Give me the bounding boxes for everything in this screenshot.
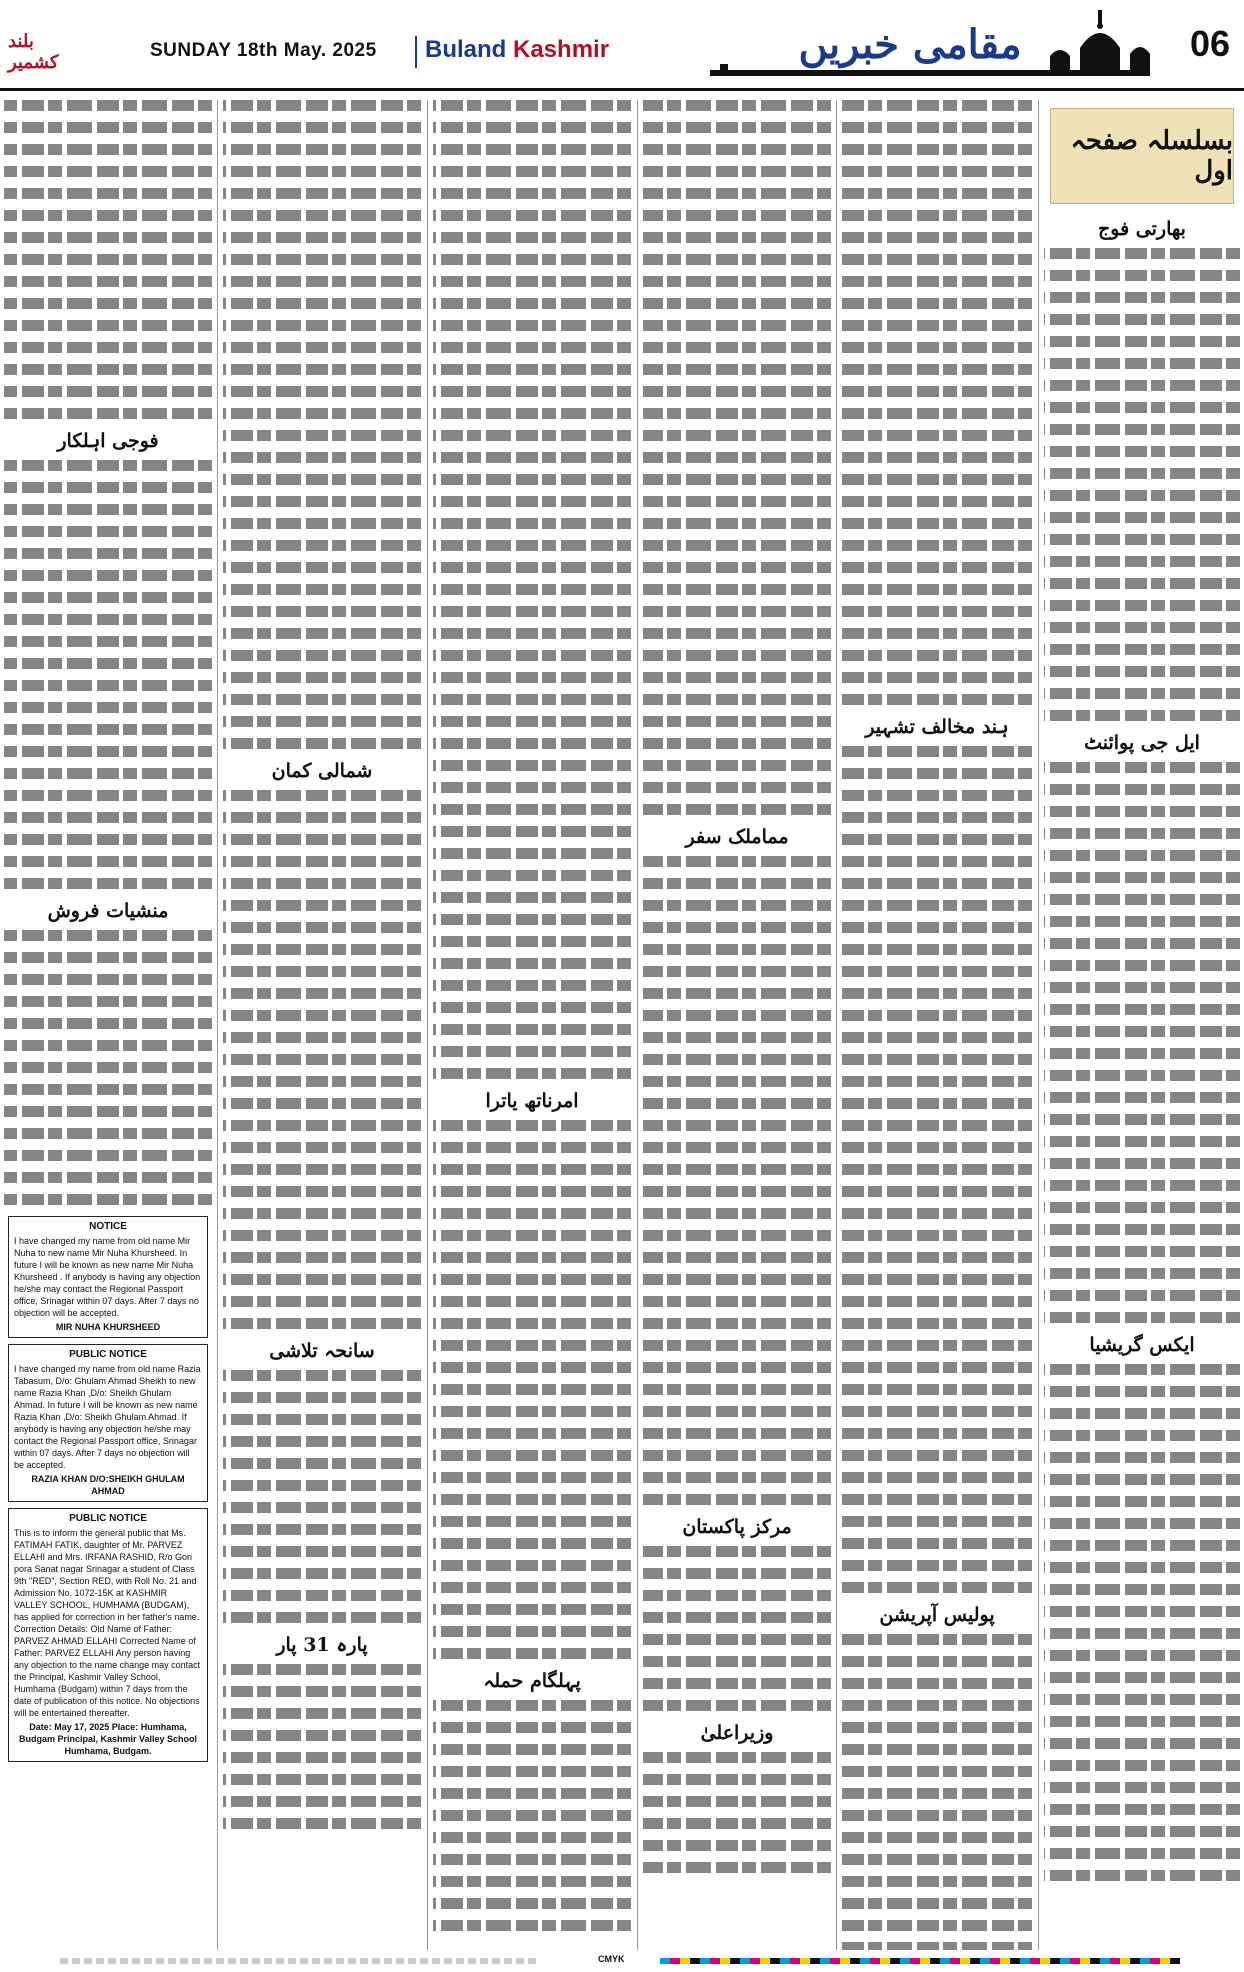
notice-title: PUBLIC NOTICE [69, 1513, 147, 1524]
article-text [643, 1546, 831, 1711]
notice-title: NOTICE [89, 1221, 127, 1232]
column-rule [836, 100, 837, 1950]
heading-search-incident: سانحہ تلاشی [269, 1340, 375, 1362]
article-text [4, 100, 212, 419]
article-text [4, 460, 212, 889]
heading-anti-india-propaganda: ہند مخالف تشہیر [865, 716, 1009, 738]
column-rule [427, 100, 428, 1950]
section-banner [700, 8, 1180, 86]
article-text [223, 1370, 421, 1623]
heading-ex-gratia: ایکس گریشیا [1089, 1334, 1195, 1356]
color-strip [660, 1958, 1180, 1964]
notice-signature: RAZIA KHAN D/O:SHEIKH GHULAM AHMAD [31, 1474, 185, 1496]
heading-army-personnel: فوجی اہلکار [57, 430, 159, 452]
article-text [842, 100, 1032, 705]
notice-box [8, 1344, 208, 1502]
article-text [1044, 1364, 1240, 1881]
article-text [1044, 762, 1240, 1323]
editorial-banner: بسلسلہ صفحہ اول [1050, 108, 1234, 204]
paper-logo: بلند کشمیر [8, 31, 59, 73]
column-5 [223, 100, 421, 1950]
article-text [4, 930, 212, 1205]
notice-body: I have changed my name from old name Razia Tabasum, D/o: Ghulam Ahmad Sheikh to new name Razia Khan ,D/o: Sheikh Ghulam Ahmad. In future I will be known as new name Razia Khan ,D/o: Sheikh Ghulam Ahmad. If anybody is having any objection he/she may contact the Regional Passport office, Srinagar within 07 days. After 7 days no objection will be accepted. [14, 1364, 201, 1470]
header-divider [415, 36, 417, 68]
cmyk-mark: CMYK [598, 1954, 625, 1964]
column-1 [1044, 100, 1240, 1950]
heading-northern-command: شمالی کمان [271, 760, 373, 782]
column-6 [4, 100, 212, 1950]
notice-signature: MIR NUHA KHURSHEED [55, 1322, 161, 1332]
heading-lg-point: ایل جی پوائنٹ [1084, 732, 1200, 754]
heading-police-operation: پولیس آپریشن [879, 1604, 995, 1626]
notice-body: I have changed my name from old name Mir Nuha to new name Mir Nuha Khursheed. In future I will be known as new name Mir Nuha Khursheed . If anybody is having any objection he/she may contact the Regional Passport office, Srinagar within 07 days. After 7 days no objection will be accepted. [14, 1236, 201, 1318]
heading-pahalgam-attack: پہلگام حملہ [483, 1670, 581, 1692]
paper-name: Buland Kashmir [425, 36, 610, 63]
column-4 [433, 100, 631, 1950]
article-text [643, 100, 831, 815]
article-text [842, 746, 1032, 1593]
article-text [643, 1752, 831, 1873]
heading-chief-minister: وزیراعلیٰ [700, 1722, 774, 1744]
page-header [0, 0, 1244, 91]
notice-title: PUBLIC NOTICE [69, 1349, 147, 1360]
article-text [223, 100, 421, 749]
notice-signature: Date: May 17, 2025 Place: Humhama, Budgam Principal, Kashmir Valley School Humhama, Budgam. [18, 1722, 198, 1756]
article-text [433, 1700, 631, 1931]
heading-mercury-31: پارہ 31 پار [276, 1634, 368, 1656]
notice-box [8, 1216, 208, 1338]
heading-neighbour-countries: مماملک سفر [685, 826, 789, 848]
column-rule [1038, 100, 1039, 1950]
article-text [433, 100, 631, 1079]
heading-amarnath-yatra: امرناتھ یاترا [485, 1090, 579, 1112]
column-3 [643, 100, 831, 1950]
page-number: 06 [1189, 23, 1231, 64]
article-text [433, 1120, 631, 1659]
article-text [1044, 248, 1240, 721]
print-registration-bar [0, 1950, 1244, 1972]
section-title: مقامی خبریں [798, 20, 1022, 68]
column-rule [637, 100, 638, 1950]
column-rule [217, 100, 218, 1950]
article-text [223, 790, 421, 1329]
notice-body: This is to inform the general public that Ms. FATIMAH FATIK, daughter of Mr. PARVEZ ELLAHI and Mrs. IRFANA RASHID, R/o Gori pora Sanat nagar Srinagar a student of Class 9th "RED", Section RED, with Roll No. 21 and Admission No. 1072-15K at KASHMIR VALLEY SCHOOL, HUMHAMA (BUDGAM), has applied for correction in her father's name. Correction Details: Old Name of Father: PARVEZ AHMAD ELLAHI Corrected Name of Father: PARVEZ ELLAHI Any person having any objection to the name change may contact the Principal, Kashmir Valley School, Humhama (Budgam) within 7 days from the date of publication of this notice. No objections will be entertained thereafter. [14, 1528, 201, 1718]
article-text [842, 1634, 1032, 1950]
article-text [223, 1664, 421, 1829]
heading-drug-peddler: منشیات فروش [47, 900, 169, 922]
notice-box [8, 1508, 208, 1762]
registration-strip [60, 1958, 540, 1964]
heading-indian-army: بھارتی فوج [1098, 218, 1186, 240]
article-text [643, 856, 831, 1505]
issue-date: SUNDAY 18th May. 2025 [150, 40, 377, 61]
heading-pakistan-centre: مرکز پاکستان [682, 1516, 792, 1538]
column-2 [842, 100, 1032, 1950]
